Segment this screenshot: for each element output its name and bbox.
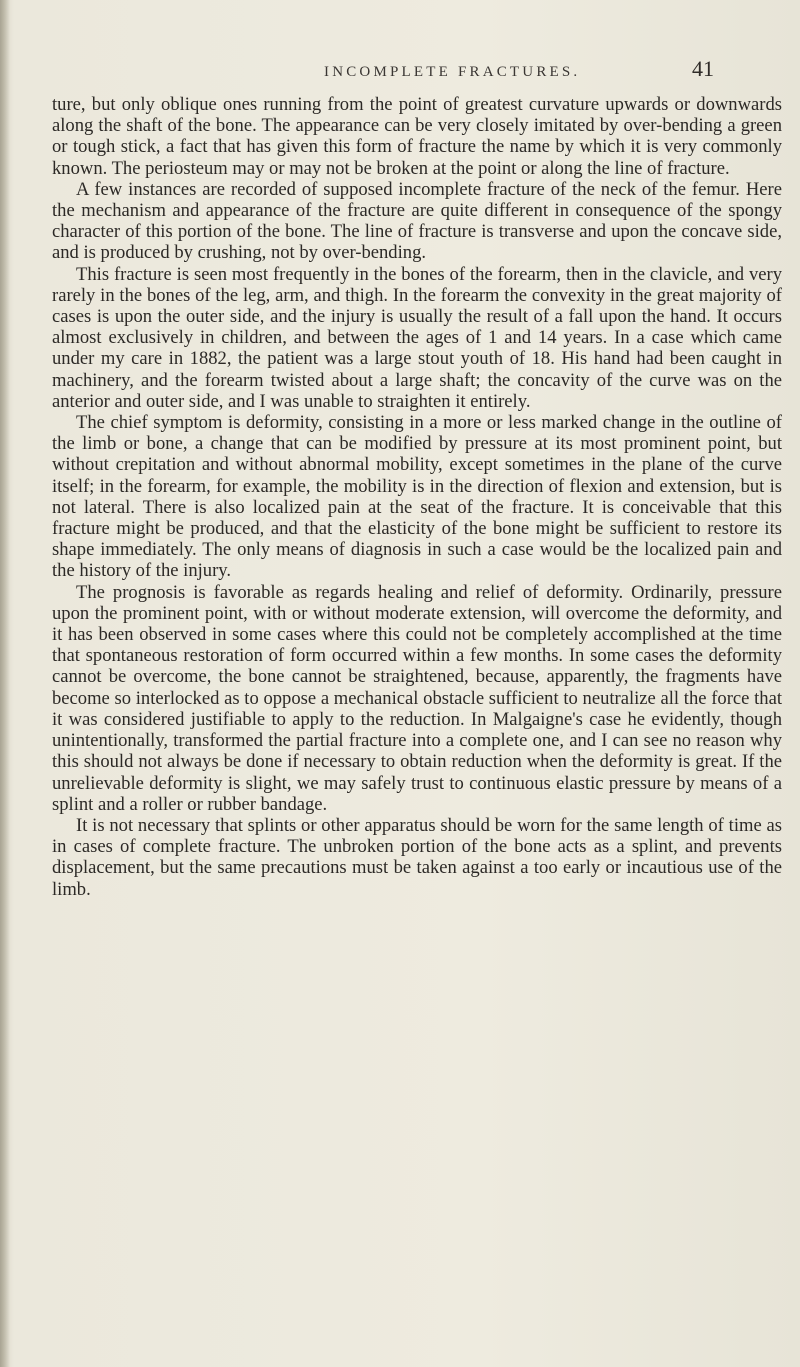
page-number: 41 <box>692 56 714 81</box>
paragraph: A few instances are recorded of supposed incomplete fracture of the neck of the femur. Here the mechanism and appearance of the fracture are quite different in consequence of the spongy character of this portion of the bone. The line of fracture is transverse and upon the concave side, and is produced by crushing, not by over-bending. <box>52 178 782 264</box>
paragraph: ture, but only oblique ones running from the point of greatest curvature upwards or downwards along the shaft of the bone. The appearance can be very closely imitated by over-bending a green or tough stick, a fact that has given this form of fracture the name by which it is very commonly known. The periosteum may or may not be broken at the point or along the line of fracture. <box>52 94 782 179</box>
page-header <box>0 56 800 86</box>
paragraph: The chief symptom is deformity, consisting in a more or less marked change in the outline of the limb or bone, a change that can be modified by pressure at its most prominent point, but without crepitation and without abnormal mobility, except sometimes in the plane of the curve itself; in the forearm, for example, the mobility is in the direction of flexion and extension, but is not lateral. There is also localized pain at the seat of the fracture. It is conceivable that this fracture might be produced, and that the elasticity of the bone might be sufficient to restore its shape immediately. The only means of diagnosis in such a case would be the localized pain and the history of the injury. <box>52 412 782 582</box>
paragraph: It is not necessary that splints or other apparatus should be worn for the same length of time as in cases of complete fracture. The unbroken portion of the bone acts as a splint, and prevents displacement, but the same precautions must be taken against a too early or incautious use of the limb. <box>52 814 782 900</box>
paragraph: This fracture is seen most frequently in the bones of the forearm, then in the clavicle, and very rarely in the bones of the leg, arm, and thigh. In the forearm the convexity in the great majority of cases is upon the outer side, and the injury is usually the result of a fall upon the hand. It occurs almost exclusively in children, and between the ages of 1 and 14 years. In a case which came under my care in 1882, the patient was a large stout youth of 18. His hand had been caught in machinery, and the forearm twisted about a large shaft; the concavity of the curve was on the anterior and outer side, and I was unable to straighten it entirely. <box>52 263 782 412</box>
body-text <box>52 94 782 900</box>
running-title: INCOMPLETE FRACTURES. <box>324 64 581 80</box>
paragraph: The prognosis is favorable as regards healing and relief of deformity. Ordinarily, pressure upon the prominent point, with or without moderate extension, will overcome the deformity, and it has been observed in some cases where this could not be completely accomplished at the time that spontaneous restoration of form occurred within a few months. In some cases the deformity cannot be overcome, the bone cannot be straightened, because, apparently, the fragments have become so interlocked as to oppose a mechanical obstacle sufficient to neutralize all the force that it was considered justifiable to apply to the reduction. In Malgaigne's case he evidently, though unintentionally, transformed the partial fracture into a complete one, and I can see no reason why this should not always be done if necessary to obtain reduction when the deformity is great. If the unrelievable deformity is slight, we may safely trust to continuous elastic pressure by means of a splint and a roller or rubber bandage. <box>52 581 782 815</box>
spine-shadow <box>0 0 10 1367</box>
